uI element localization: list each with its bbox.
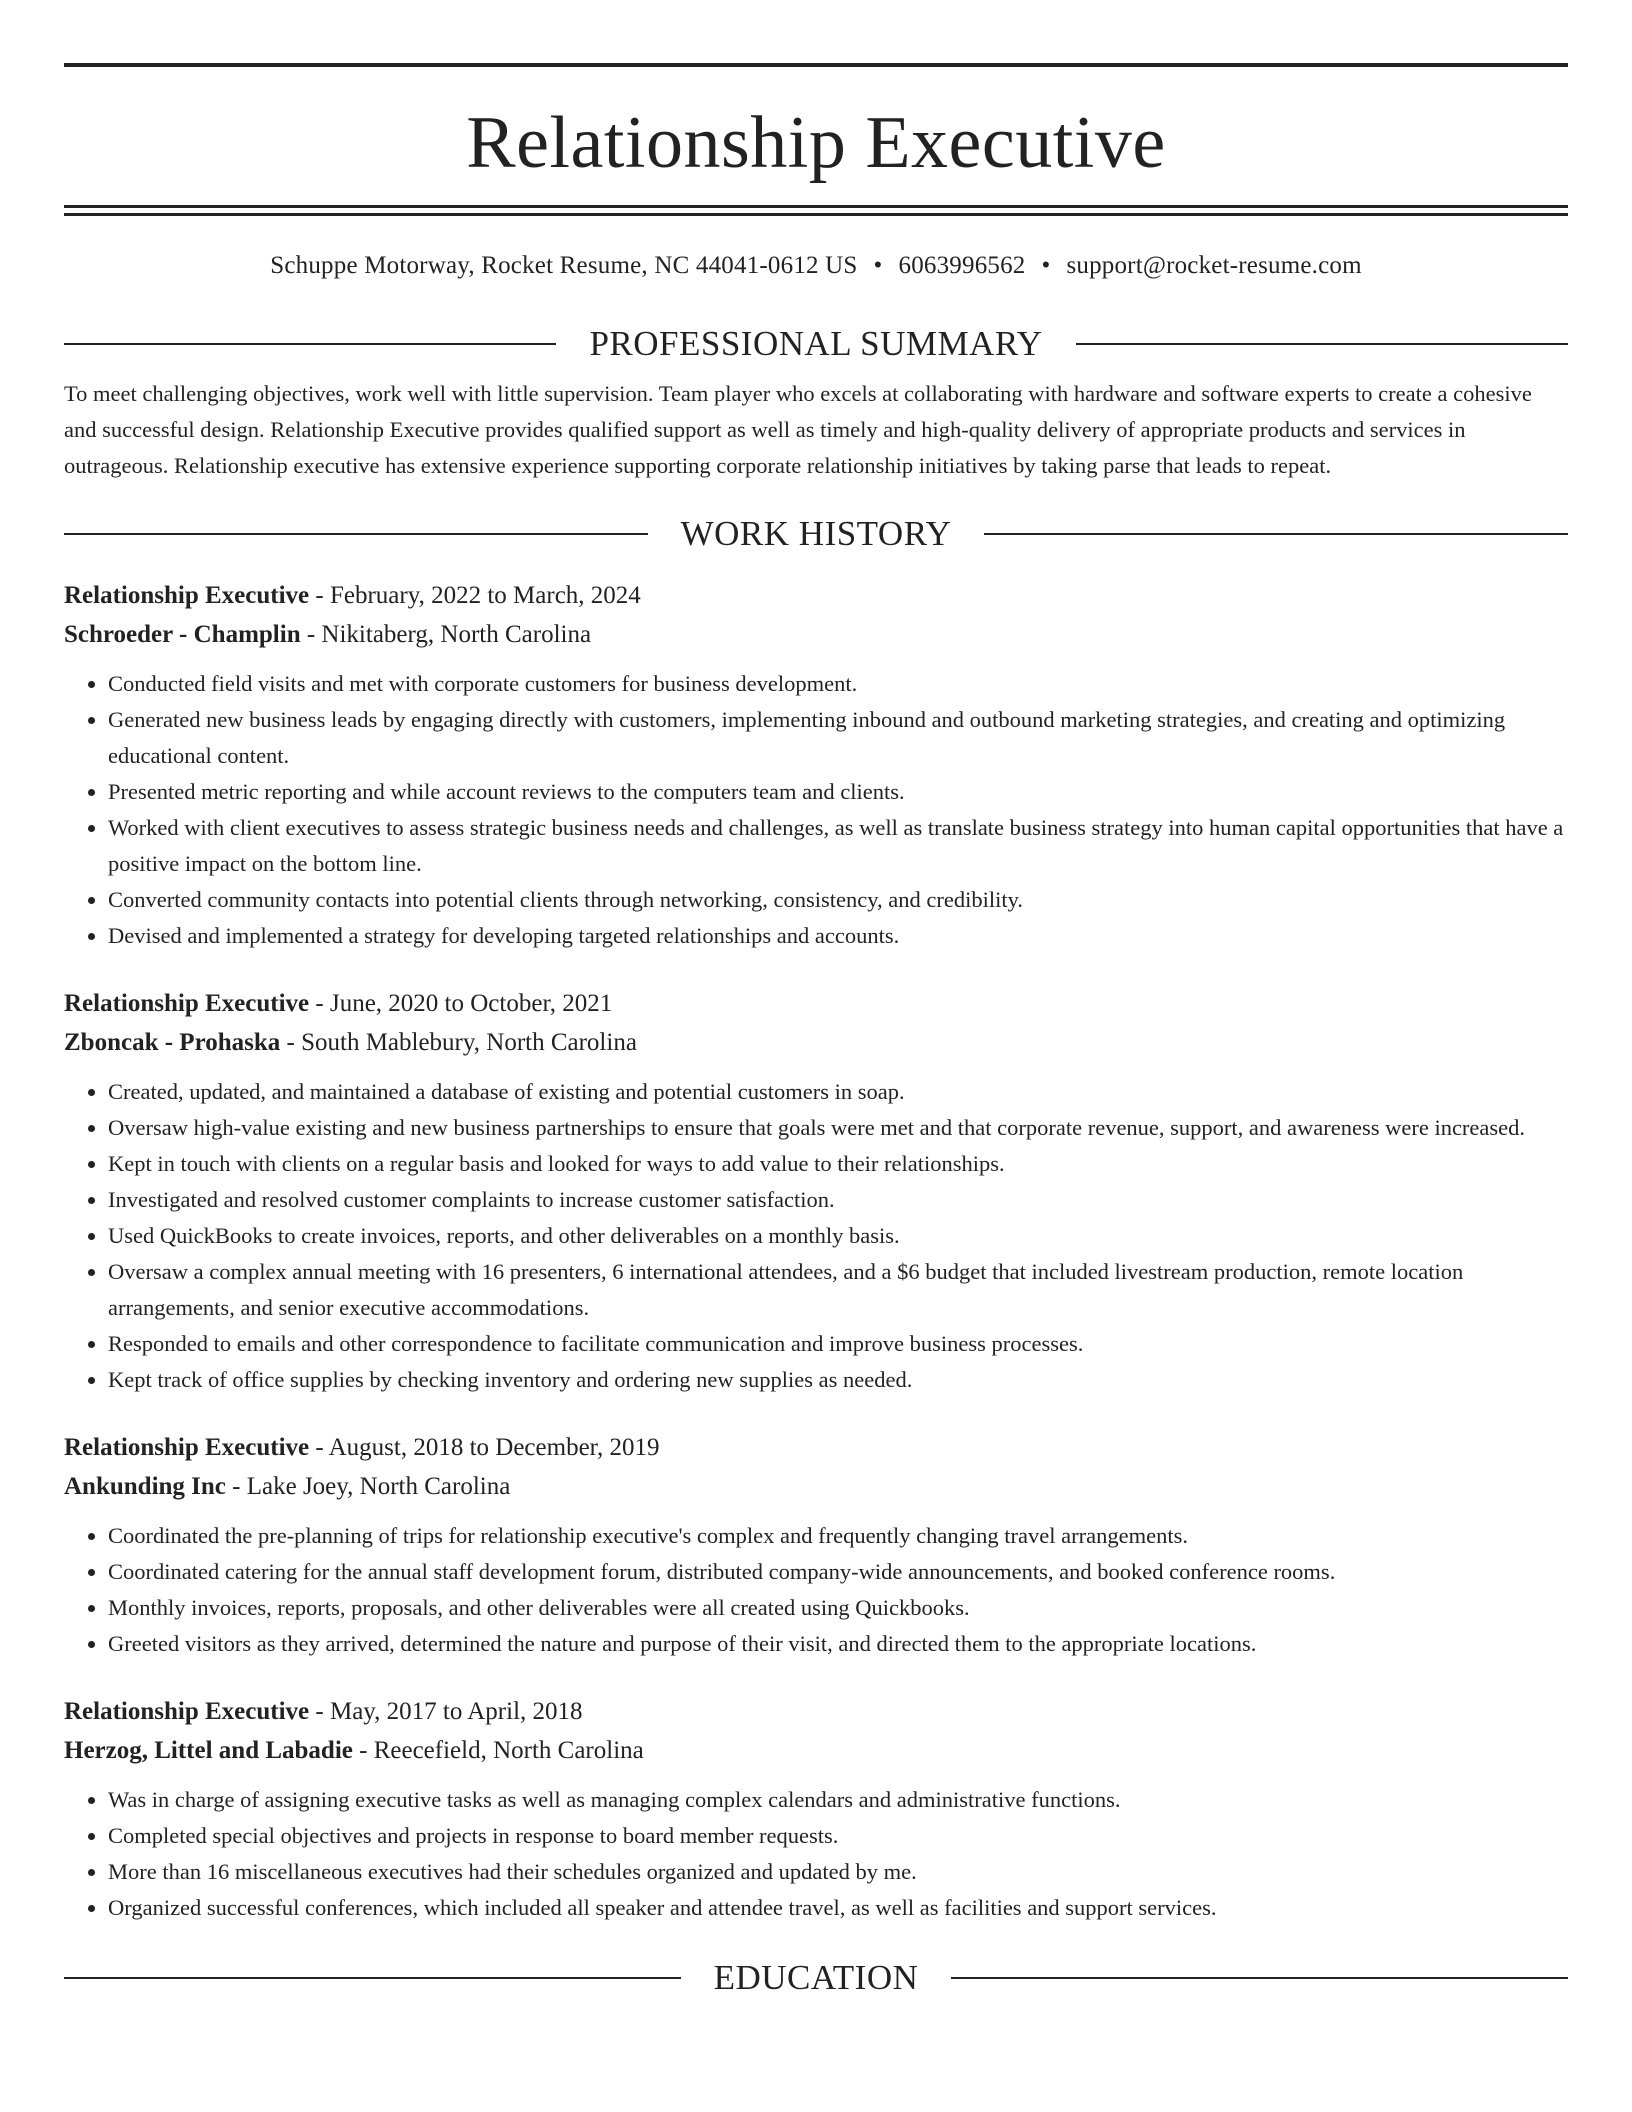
education-heading-label: EDUCATION: [713, 1958, 919, 1997]
education-section-heading: [64, 1956, 1568, 2000]
job-company: Zboncak - Prohaska: [64, 1029, 281, 1056]
job-company: Herzog, Littel and Labadie: [64, 1737, 353, 1764]
summary-text: To meet challenging objectives, work well with little supervision. Team player who excels at collaborating with hardware and software experts to create a cohesive and successful design. Relationship Executive provides qualified support as well as timely and high-quality delivery of appropriate products and services in outrageous. Relationship executive has extensive experience supporting corporate relationship initiatives by taking parse that leads to repeat.: [64, 381, 1532, 478]
contact-line: [64, 250, 1568, 282]
job-bullet: • Used QuickBooks to create invoices, reports, and other deliverables on a monthly basis.: [108, 1218, 1568, 1254]
contact-separator: •: [873, 252, 883, 279]
job-bullet: • Completed special objectives and projects in response to board member requests.: [108, 1818, 1568, 1854]
job-title: Relationship Executive: [64, 582, 310, 609]
heading-rule-left: [64, 533, 648, 535]
job-dates: - June, 2020 to October, 2021: [309, 990, 613, 1017]
job-company: Ankunding Inc: [64, 1473, 226, 1500]
job-dates: - February, 2022 to March, 2024: [309, 582, 641, 609]
job-bullet: • Coordinated catering for the annual staff development forum, distributed company-wide announcements, and booked conference rooms.: [108, 1554, 1568, 1590]
resume-page: [64, 0, 1568, 2000]
job-bullet: • Devised and implemented a strategy for developing targeted relationships and accounts.: [108, 918, 1568, 954]
summary-heading-label: PROFESSIONAL SUMMARY: [589, 324, 1043, 363]
job-bullet: • Organized successful conferences, which included all speaker and attendee travel, as well as facilities and support services.: [108, 1890, 1568, 1926]
job-entry: [64, 576, 1568, 954]
job-bullets: [64, 1074, 1568, 1398]
job-bullet: • Monthly invoices, reports, proposals, and other deliverables were all created using Quickbooks.: [108, 1590, 1568, 1626]
top-rule: [64, 63, 1568, 67]
resume-title: Relationship Executive: [466, 102, 1166, 184]
heading-rule-left: [64, 343, 556, 345]
job-entry: [64, 1428, 1568, 1662]
job-bullet: • Investigated and resolved customer complaints to increase customer satisfaction.: [108, 1182, 1568, 1218]
work-heading-label: WORK HISTORY: [680, 514, 952, 553]
job-title: Relationship Executive: [64, 990, 310, 1017]
job-bullet: • Presented metric reporting and while account reviews to the computers team and clients.: [108, 774, 1568, 810]
job-bullet: • Coordinated the pre-planning of trips for relationship executive's complex and frequently changing travel arrangements.: [108, 1518, 1568, 1554]
job-bullet: • Was in charge of assigning executive tasks as well as managing complex calendars and administrative functions.: [108, 1782, 1568, 1818]
contact-address: Schuppe Motorway, Rocket Resume, NC 44041-0612 US: [270, 252, 858, 279]
job-bullet: • Oversaw high-value existing and new business partnerships to ensure that goals were met and that corporate revenue, support, and awareness were increased.: [108, 1110, 1568, 1146]
heading-rule-left: [64, 1977, 681, 1979]
contact-phone: 6063996562: [898, 252, 1026, 279]
job-bullet: • More than 16 miscellaneous executives had their schedules organized and updated by me.: [108, 1854, 1568, 1890]
work-section-heading: [64, 512, 1568, 556]
job-bullet: • Worked with client executives to assess strategic business needs and challenges, as well as translate business strategy into human capital opportunities that have a positive impact on the bottom line.: [108, 810, 1568, 882]
job-title-line: [64, 1428, 1568, 1467]
job-company: Schroeder - Champlin: [64, 621, 301, 648]
job-dates: - May, 2017 to April, 2018: [309, 1698, 583, 1725]
job-location: - Nikitaberg, North Carolina: [300, 621, 592, 648]
job-company-line: [64, 1467, 1568, 1506]
work-history-list: [64, 576, 1568, 1926]
job-bullets: [64, 666, 1568, 954]
contact-email: support@rocket-resume.com: [1066, 252, 1362, 279]
job-title: Relationship Executive: [64, 1698, 310, 1725]
job-bullet: • Kept track of office supplies by checking inventory and ordering new supplies as needed.: [108, 1362, 1568, 1398]
job-bullet: • Kept in touch with clients on a regular basis and looked for ways to add value to their relationships.: [108, 1146, 1568, 1182]
job-company-line: [64, 1023, 1568, 1062]
job-bullet: • Generated new business leads by engaging directly with customers, implementing inbound and outbound marketing strategies, and creating and optimizing educational content.: [108, 702, 1568, 774]
job-entry: [64, 1692, 1568, 1926]
job-bullet: • Greeted visitors as they arrived, determined the nature and purpose of their visit, and directed them to the appropriate locations.: [108, 1626, 1568, 1662]
job-bullet: • Oversaw a complex annual meeting with 16 presenters, 6 international attendees, and a $6 budget that included livestream production, remote location arrangements, and senior executive accommodations.: [108, 1254, 1568, 1326]
heading-rule-right: [951, 1977, 1568, 1979]
heading-rule-right: [984, 533, 1568, 535]
job-company-line: [64, 615, 1568, 654]
job-bullets: [64, 1518, 1568, 1662]
job-bullet: • Conducted field visits and met with corporate customers for business development.: [108, 666, 1568, 702]
job-bullets: [64, 1782, 1568, 1926]
job-location: - Reecefield, North Carolina: [352, 1737, 644, 1764]
contact-separator: •: [1041, 252, 1051, 279]
job-company-line: [64, 1731, 1568, 1770]
job-bullet: • Responded to emails and other correspondence to facilitate communication and improve business processes.: [108, 1326, 1568, 1362]
job-title-line: [64, 1692, 1568, 1731]
job-dates: - August, 2018 to December, 2019: [309, 1434, 660, 1461]
job-title: Relationship Executive: [64, 1434, 310, 1461]
job-location: - Lake Joey, North Carolina: [225, 1473, 511, 1500]
title-double-rule: [64, 205, 1568, 216]
job-bullet: • Converted community contacts into potential clients through networking, consistency, and credibility.: [108, 882, 1568, 918]
job-entry: [64, 984, 1568, 1398]
job-bullet: • Created, updated, and maintained a database of existing and potential customers in soap.: [108, 1074, 1568, 1110]
job-location: - South Mablebury, North Carolina: [280, 1029, 637, 1056]
summary-section-heading: [64, 322, 1568, 366]
heading-rule-right: [1076, 343, 1568, 345]
job-title-line: [64, 984, 1568, 1023]
job-title-line: [64, 576, 1568, 615]
